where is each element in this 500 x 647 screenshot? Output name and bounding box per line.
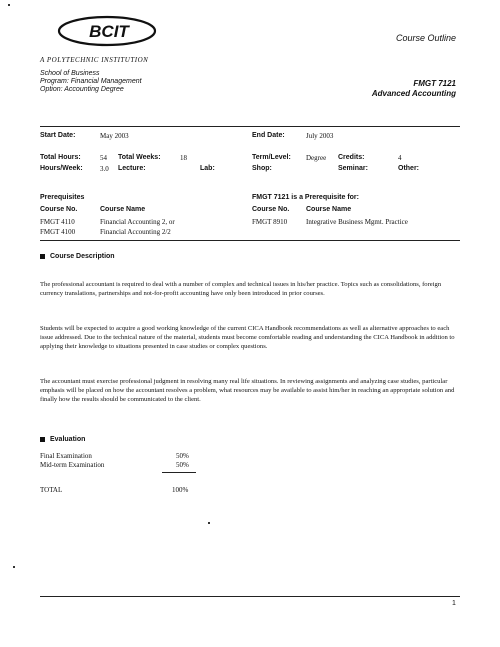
total-hours-value: 54: [100, 154, 107, 162]
eval-row-value: 50%: [176, 452, 189, 460]
program-name: Program: Financial Management: [40, 78, 142, 85]
start-date-value: May 2003: [100, 132, 129, 140]
total-weeks-value: 18: [180, 154, 187, 162]
credits-label: Credits:: [338, 154, 365, 161]
other-label: Other:: [398, 165, 419, 172]
eval-subtotal-rule: [162, 472, 196, 473]
prereq-row-no: FMGT 4100: [40, 228, 76, 236]
term-level-label: Term/Level:: [252, 154, 291, 161]
term-level-value: Degree: [306, 154, 327, 162]
section-bullet-icon: [40, 254, 45, 259]
prereq-for-col-no: Course No.: [252, 206, 290, 213]
prereq-row-no: FMGT 4110: [40, 218, 75, 226]
course-description-title: Course Description: [50, 253, 115, 260]
eval-row-label: Final Examination: [40, 452, 92, 460]
course-code: FMGT 7121: [413, 79, 456, 88]
hours-week-value: 3.0: [100, 165, 109, 173]
course-heading: [372, 79, 456, 99]
prereq-col-no: Course No.: [40, 206, 78, 213]
footer-rule: [40, 596, 460, 597]
evaluation-heading: [40, 436, 85, 443]
shop-label: Shop:: [252, 165, 272, 172]
school-name: School of Business: [40, 70, 100, 77]
bcit-logo: [55, 14, 165, 48]
prereq-for-title: FMGT 7121 is a Prerequisite for:: [252, 194, 359, 201]
prereq-row-name: Financial Accounting 2, or: [100, 218, 175, 226]
page-number: 1: [452, 600, 456, 607]
description-paragraph: The accountant must exercise professional judgment in resolving many real life situations. In reviewing assignments and analyzing case studies, particular emphasis will be placed on how the accountant resolves a problem, what resources may be available to assist him/her in reaching an appropriate solution and finally how the results should be communicated to the client.: [40, 378, 455, 403]
end-date-value: July 2003: [306, 132, 334, 140]
evaluation-title: Evaluation: [50, 436, 86, 443]
lab-label: Lab:: [200, 165, 215, 172]
course-description-heading: [40, 253, 115, 260]
start-date-label: Start Date:: [40, 132, 76, 139]
eval-total-value: 100%: [172, 486, 189, 494]
course-title: Advanced Accounting: [371, 89, 456, 98]
logo-text: BCIT: [89, 22, 129, 41]
total-hours-label: Total Hours:: [40, 154, 81, 161]
description-paragraph: Students will be expected to acquire a good working knowledge of the current CICA Handbook recommendations as well as alternative approaches to each issue addressed. Due to the technical nature of the material, students must become comfortable reading and understanding the CICA Handbook in addition to applying their knowledge to situations presented in case studies or complex questions.: [40, 325, 455, 350]
prereq-col-name: Course Name: [100, 206, 146, 213]
prereq-for-col-name: Course Name: [306, 206, 352, 213]
prereq-row-name: Financial Accounting 2/2: [100, 228, 171, 236]
prereq-for-row-no: FMGT 8910: [252, 218, 288, 226]
header-rule: [40, 126, 460, 127]
end-date-label: End Date:: [252, 132, 285, 139]
eval-row-label: Mid-term Examination: [40, 461, 105, 469]
description-paragraph: The professional accountant is required to deal with a number of complex and technical issues in his/her practice. Topics such as consolidations, foreign currency translations, partnerships and not-for-profit accounting have only been introduced in prior courses.: [40, 281, 442, 297]
option-name: Option: Accounting Degree: [40, 86, 124, 93]
speck: [13, 566, 15, 568]
school-block: [40, 70, 142, 94]
lecture-label: Lecture:: [118, 165, 146, 172]
prereq-title: Prerequisites: [40, 194, 85, 201]
prereq-rule: [40, 240, 460, 241]
speck: [208, 522, 210, 524]
institution-tagline: A POLYTECHNIC INSTITUTION: [40, 56, 149, 64]
eval-row-value: 50%: [176, 461, 189, 469]
credits-value: 4: [398, 154, 402, 162]
document-type: Course Outline: [395, 33, 456, 43]
hours-week-label: Hours/Week:: [40, 165, 83, 172]
eval-total-label: TOTAL: [40, 486, 63, 494]
speck: [8, 4, 10, 6]
prereq-for-row-name: Integrative Business Mgmt. Practice: [306, 218, 408, 226]
section-bullet-icon: [40, 437, 45, 442]
seminar-label: Seminar:: [338, 165, 368, 172]
total-weeks-label: Total Weeks:: [118, 154, 161, 161]
